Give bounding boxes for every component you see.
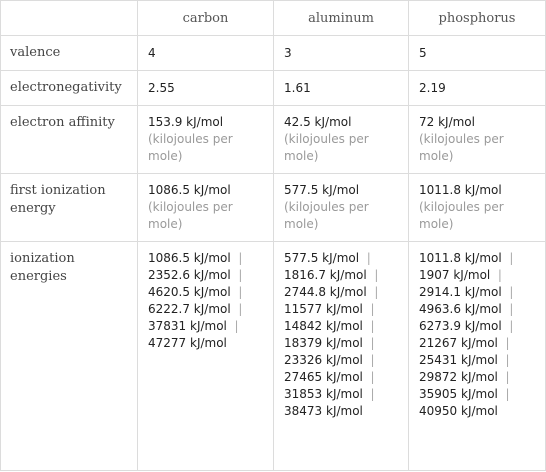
list-separator: | [226,319,243,333]
first-ionization-phosphorus [409,174,546,242]
valence-phosphorus: 5 [409,36,546,71]
ionization-energy-value: 2914.1 kJ/mol [419,285,502,299]
ionization-energies-aluminum [274,242,409,471]
cell-value: 42.5 kJ/mol [284,115,352,129]
ionization-energy-value: 25431 kJ/mol [419,353,498,367]
list-separator: | [366,268,383,282]
table-row-first-ionization-energy [1,174,546,242]
list-separator: | [359,251,375,265]
ionization-energy-value: 37831 kJ/mol [148,319,227,333]
list-separator: | [501,319,518,333]
list-separator: | [497,336,514,350]
ionization-energies-phosphorus [409,242,546,471]
ionization-energy-value: 14842 kJ/mol [284,319,363,333]
table-row-valence [1,36,546,71]
ionization-energy-value: 29872 kJ/mol [419,370,498,384]
valence-carbon: 4 [138,36,274,71]
cell-unit: (kilojoules per mole) [419,132,504,163]
first-ionization-carbon [138,174,274,242]
row-label: electron affinity [1,106,138,174]
list-separator: | [366,285,383,299]
header-blank [1,1,138,36]
electronegativity-carbon: 2.55 [138,71,274,106]
cell-unit: (kilojoules per mole) [419,200,504,231]
cell-unit: (kilojoules per mole) [148,200,233,231]
row-label: valence [1,36,138,71]
ionization-energy-value: 6273.9 kJ/mol [419,319,502,333]
ionization-energy-value: 31853 kJ/mol [284,387,363,401]
list-separator: | [230,251,247,265]
list-separator: | [230,302,247,316]
ionization-energy-value: 4963.6 kJ/mol [419,302,502,316]
list-separator: | [362,319,379,333]
list-separator: | [497,353,514,367]
ionization-energy-value: 40950 kJ/mol [419,404,498,418]
list-separator: | [490,268,506,282]
table-row-electronegativity [1,71,546,106]
cell-unit: (kilojoules per mole) [284,200,369,231]
header-carbon: carbon [138,1,274,36]
cell-unit: (kilojoules per mole) [284,132,369,163]
list-separator: | [501,302,518,316]
electron-affinity-carbon [138,106,274,174]
row-label: first ionization energy [1,174,138,242]
electronegativity-phosphorus: 2.19 [409,71,546,106]
electron-affinity-phosphorus [409,106,546,174]
ionization-energy-value: 4620.5 kJ/mol [148,285,231,299]
ionization-energy-value: 21267 kJ/mol [419,336,498,350]
cell-unit: (kilojoules per mole) [148,132,233,163]
list-separator: | [497,370,514,384]
ionization-energy-value: 38473 kJ/mol [284,404,363,418]
table-row-ionization-energies [1,242,546,471]
ionization-energy-value: 2744.8 kJ/mol [284,285,367,299]
header-aluminum: aluminum [274,1,409,36]
list-separator: | [362,370,379,384]
cell-value: 72 kJ/mol [419,115,475,129]
list-separator: | [230,268,247,282]
ionization-energy-value: 18379 kJ/mol [284,336,363,350]
ionization-energy-value: 6222.7 kJ/mol [148,302,231,316]
list-separator: | [362,336,379,350]
ionization-energy-value: 35905 kJ/mol [419,387,498,401]
electron-affinity-aluminum [274,106,409,174]
cell-value: 153.9 kJ/mol [148,115,224,129]
row-label: electronegativity [1,71,138,106]
ionization-energy-value: 23326 kJ/mol [284,353,363,367]
ionization-energy-value: 1011.8 kJ/mol [419,251,502,265]
list-separator: | [230,285,247,299]
ionization-energy-value: 2352.6 kJ/mol [148,268,231,282]
valence-aluminum: 3 [274,36,409,71]
ionization-energy-value: 577.5 kJ/mol [284,251,360,265]
cell-value: 577.5 kJ/mol [284,183,360,197]
ionization-energy-value: 1816.7 kJ/mol [284,268,367,282]
ionization-energy-value: 1086.5 kJ/mol [148,251,231,265]
list-separator: | [362,353,379,367]
list-separator: | [501,251,518,265]
list-separator: | [497,387,514,401]
cell-value: 1086.5 kJ/mol [148,183,231,197]
header-phosphorus: phosphorus [409,1,546,36]
electronegativity-aluminum: 1.61 [274,71,409,106]
cell-value: 1011.8 kJ/mol [419,183,502,197]
first-ionization-aluminum [274,174,409,242]
ionization-energy-value: 27465 kJ/mol [284,370,363,384]
header-row [1,1,546,36]
ionization-energy-value: 1907 kJ/mol [419,268,491,282]
row-label: ionization energies [1,242,138,471]
ionization-energies-carbon [138,242,274,471]
list-separator: | [362,387,379,401]
list-separator: | [501,285,518,299]
ionization-energy-value: 11577 kJ/mol [284,302,363,316]
table-row-electron-affinity [1,106,546,174]
ionization-energy-value: 47277 kJ/mol [148,336,227,350]
list-separator: | [362,302,379,316]
